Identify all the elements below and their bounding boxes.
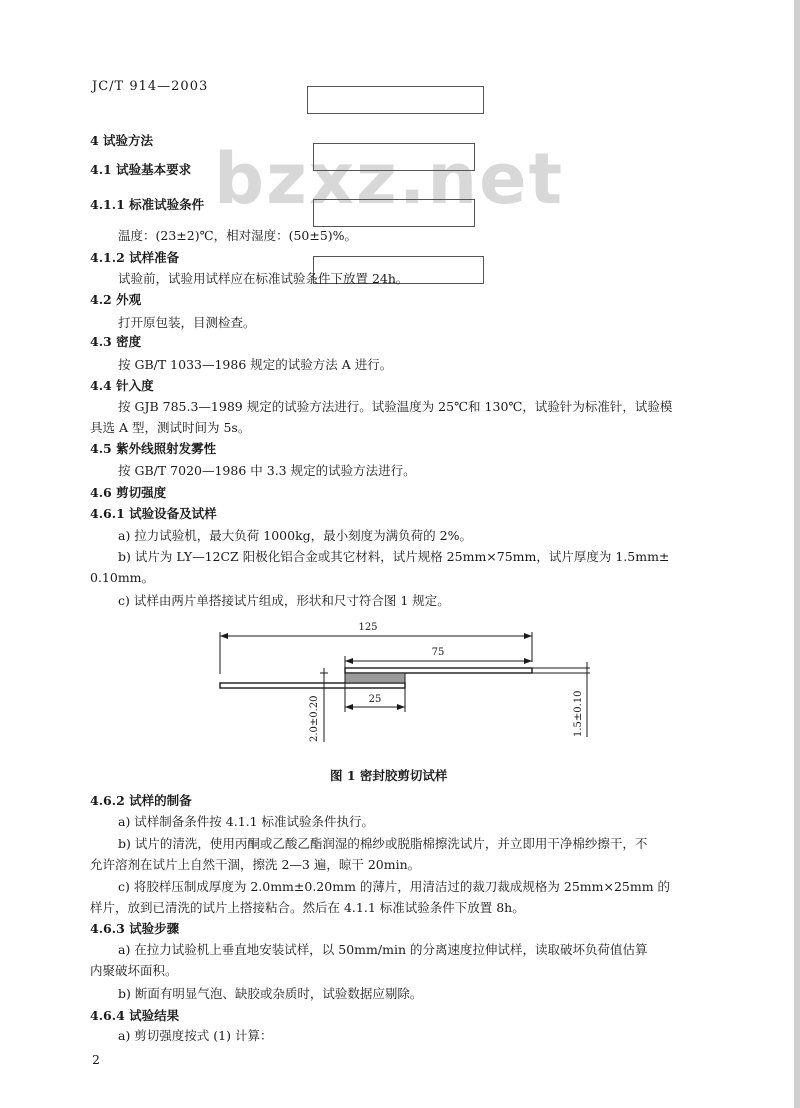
section-4-6-heading: 4.6 剪切强度 [90,485,167,500]
section-4-6-4-heading: 4.6.4 试验结果 [90,1008,180,1023]
dim-25-label: 25 [368,694,382,705]
section-4-6-2-c-1: c) 将胶样压制成厚度为 2.0mm±0.20mm 的薄片，用清洁过的裁刀裁成规格为 25mm×25mm 的 [118,879,671,894]
section-4-4-body-1: 按 GJB 785.3—1989 规定的试验方法进行。试验温度为 25℃和 130℃，试验针为标准针，试验模 [118,399,673,414]
section-4-heading: 4 试验方法 [90,133,154,148]
figure-1-shear-specimen [210,612,610,762]
section-4-6-3-heading: 4.6.3 试验步骤 [90,921,180,936]
section-4-1-2-heading: 4.1.2 试样准备 [90,250,180,265]
arrow-75-right [524,658,532,664]
section-4-2-body: 打开原包装，目测检查。 [118,315,256,330]
section-4-6-4-a: a) 剪切强度按式 (1) 计算： [118,1028,273,1043]
arrow-125-left [220,633,228,639]
scan-edge [794,0,800,1108]
section-4-5-heading: 4.5 紫外线照射发雾性 [90,441,217,456]
standard-code: JC/T 914—2003 [92,79,209,94]
blank-box-1 [307,86,484,114]
arrow-75-left [345,658,353,664]
section-4-6-3-b: b) 断面有明显气泡、缺胶或杂质时，试验数据应剔除。 [118,986,423,1001]
watermark: bzxz.net [214,138,565,220]
section-4-1-heading: 4.1 试验基本要求 [90,162,192,177]
section-4-6-3-a-2: 内聚破坏面积。 [90,963,178,978]
dim-2-label: 2.0±0.20 [309,695,320,742]
section-4-1-1-heading: 4.1.1 标准试验条件 [90,197,205,212]
figure-1-caption: 图 1 密封胶剪切试样 [330,768,448,783]
lower-plate [220,683,405,688]
adhesive-layer [345,673,405,683]
section-4-6-2-a: a) 试样制备条件按 4.1.1 标准试验条件执行。 [118,814,375,829]
section-4-2-heading: 4.2 外观 [90,292,142,307]
dim-75-label: 75 [431,647,445,658]
arrow-25-right [397,704,405,710]
blank-box-2 [313,143,475,171]
section-4-3-heading: 4.3 密度 [90,334,142,349]
section-4-6-2-b-2: 允许溶剂在试片上自然干涸，擦洗 2—3 遍，晾干 20min。 [90,857,421,872]
section-4-6-2-c-2: 样片，放到已清洗的试片上搭接粘合。然后在 4.1.1 标准试验条件下放置 8h。 [90,900,525,915]
blank-box-3 [313,199,475,227]
section-4-6-1-b-1: b) 试片为 LY—12CZ 阳极化铝合金或其它材料，试片规格 25mm×75mm，试片厚度为 1.5mm± [118,549,670,564]
dim-1-5-label: 1.5±0.10 [573,690,584,737]
section-4-6-1-c: c) 试样由两片单搭接试片组成，形状和尺寸符合图 1 规定。 [118,593,450,608]
page-number: 2 [92,1052,100,1067]
arrow-125-right [524,633,532,639]
section-4-6-3-a-1: a) 在拉力试验机上垂直地安装试样，以 50mm/min 的分离速度拉伸试样，读取破坏负荷值估算 [118,942,648,957]
upper-plate [345,668,532,673]
section-4-4-body-2: 具选 A 型，测试时间为 5s。 [90,420,251,435]
section-4-3-body: 按 GB/T 1033—1986 规定的试验方法 A 进行。 [118,357,393,372]
arrow-25-left [345,704,353,710]
section-4-1-2-body: 试验前，试验用试样应在标准试验条件下放置 24h。 [118,271,409,286]
section-4-6-1-heading: 4.6.1 试验设备及试样 [90,506,217,521]
section-4-6-2-heading: 4.6.2 试样的制备 [90,793,192,808]
section-4-4-heading: 4.4 针入度 [90,378,154,393]
section-4-6-2-b-1: b) 试片的清洗，使用丙酮或乙酸乙酯润湿的棉纱或脱脂棉擦洗试片，并立即用干净棉纱擦干，不 [118,836,648,851]
dim-125-label: 125 [358,622,378,633]
section-4-6-1-a: a) 拉力试验机，最大负荷 1000kg，最小刻度为满负荷的 2%。 [118,528,472,543]
section-4-1-1-body: 温度：(23±2)℃，相对湿度：(50±5)%。 [118,228,358,243]
section-4-6-1-b-2: 0.10mm。 [90,570,155,585]
section-4-5-body: 按 GB/T 7020—1986 中 3.3 规定的试验方法进行。 [118,463,416,478]
